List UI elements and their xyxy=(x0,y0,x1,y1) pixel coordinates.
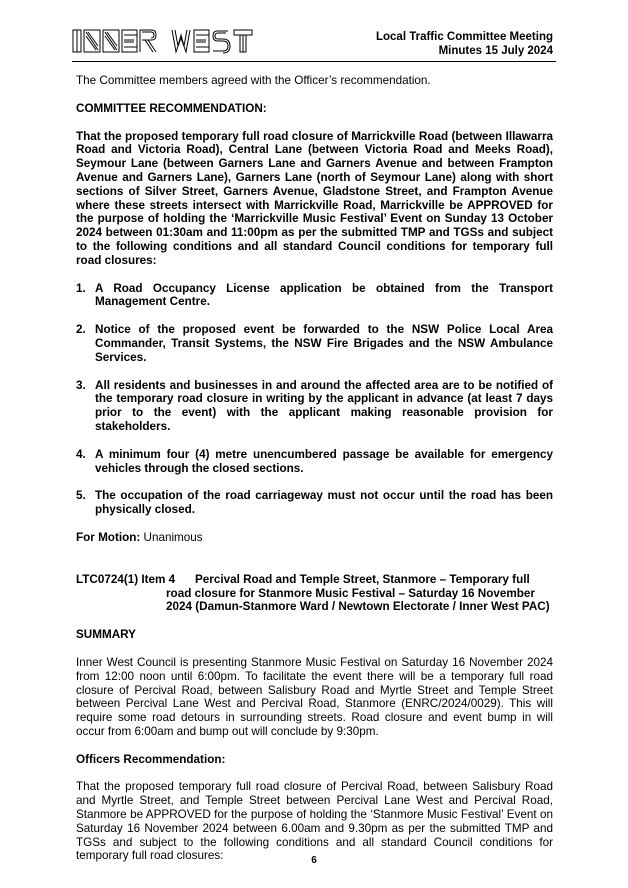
summary-text: Inner West Council is presenting Stanmore Music Festival on Saturday 16 November 2024 from 12:00 noon until 6:00pm. To facilitate the event there will be a temporary full road closure of Percival Road, between Salisbury Road and Myrtle Street and Temple Street between Percival Lane West and Percival Road, Stanmore (ENRC/2024/0029). This will require some road detours in surrounding streets. Road closure and event bump in will occur from 6:00am and bump out will conclude by 9:30pm. xyxy=(76,655,553,738)
committee-recommendation-heading: COMMITTEE RECOMMENDATION: xyxy=(76,101,267,115)
condition-number: 3. xyxy=(76,378,86,392)
inner-west-logo xyxy=(72,28,272,54)
conditions-list xyxy=(76,282,553,517)
agenda-item-code: LTC0724(1) Item 4 xyxy=(76,572,176,586)
condition-number: 5. xyxy=(76,489,86,503)
motion-value: Unanimous xyxy=(140,530,203,544)
condition-text: All residents and businesses in and around the affected area are to be notified of the temporary road closure in writing by the applicant in advance (at least 7 days prior to the event) with the applicant making reasonable provision for stakeholders. xyxy=(95,378,553,433)
agreed-statement: The Committee members agreed with the Officer’s recommendation. xyxy=(76,74,431,87)
committee-recommendation-text: That the proposed temporary full road closure of Marrickville Road (between Illawarra Road and Victoria Road), Central Lane (between Victoria Road and Meeks Road), Seymour Lane (between Garners Lane and Garners Avenue and between Frampton Avenue and Garners Lane), Garners Lane (north of Seymour Lane) along with short sections of Silver Street, Garners Avenue, Gladstone Street, and Frampton Avenue where these streets intersect with Marrickville Road, Marrickville be APPROVED for the purpose of holding the ‘Marrickville Music Festival’ Event on Sunday 13 October 2024 between 01:30am and 11:00pm as per the submitted TMP and TGSs and subject to the following conditions and all standard Council conditions for temporary full road closures: xyxy=(76,129,553,267)
condition-item xyxy=(76,379,553,434)
officers-recommendation-text: That the proposed temporary full road closure of Percival Road, between Salisbury Road and Myrtle Street, and Temple Street between Percival Lane West and Percival Road, Stanmore be APPROVED for the purpose of holding the ‘Stanmore Music Festival’ Event on Saturday 16 November 2024 between 6.00am and 9.30pm as per the submitted TMP and TGSs and subject to the following conditions and all standard Council conditions for temporary full road closures: xyxy=(76,780,553,863)
officers-recommendation-heading: Officers Recommendation: xyxy=(76,752,226,766)
condition-item xyxy=(76,323,553,364)
condition-text: A minimum four (4) metre unencumbered passage be available for emergency vehicles through the closed sections. xyxy=(95,447,553,475)
condition-item xyxy=(76,282,553,310)
condition-text: A Road Occupancy License application be obtained from the Transport Management Centre. xyxy=(95,281,553,309)
header-divider xyxy=(72,61,556,62)
meeting-title: Local Traffic Committee Meeting xyxy=(375,31,553,43)
condition-number: 4. xyxy=(76,447,86,461)
meeting-date: Minutes 15 July 2024 xyxy=(438,45,553,57)
summary-heading: SUMMARY xyxy=(76,628,136,642)
agenda-item-heading xyxy=(76,573,553,614)
motion-line xyxy=(76,531,553,545)
page-number: 6 xyxy=(311,855,317,866)
condition-number: 2. xyxy=(76,323,86,337)
condition-number: 1. xyxy=(76,281,86,295)
meeting-header xyxy=(376,30,553,58)
document-body xyxy=(76,74,553,863)
condition-text: The occupation of the road carriageway must not occur until the road has been physically closed. xyxy=(95,489,553,517)
motion-label: For Motion: xyxy=(76,530,141,544)
condition-text: Notice of the proposed event be forwarded to the NSW Police Local Area Commander, Transit Systems, the NSW Fire Brigades and the NSW Ambulance Services. xyxy=(95,323,553,364)
condition-item xyxy=(76,489,553,517)
agenda-item-title: Percival Road and Temple Street, Stanmore – Temporary full road closure for Stanmore Music Festival – Saturday 16 November 2024 (Damun-Stanmore Ward / Newtown Electorate / Inner West PAC) xyxy=(166,572,550,614)
condition-item xyxy=(76,448,553,476)
